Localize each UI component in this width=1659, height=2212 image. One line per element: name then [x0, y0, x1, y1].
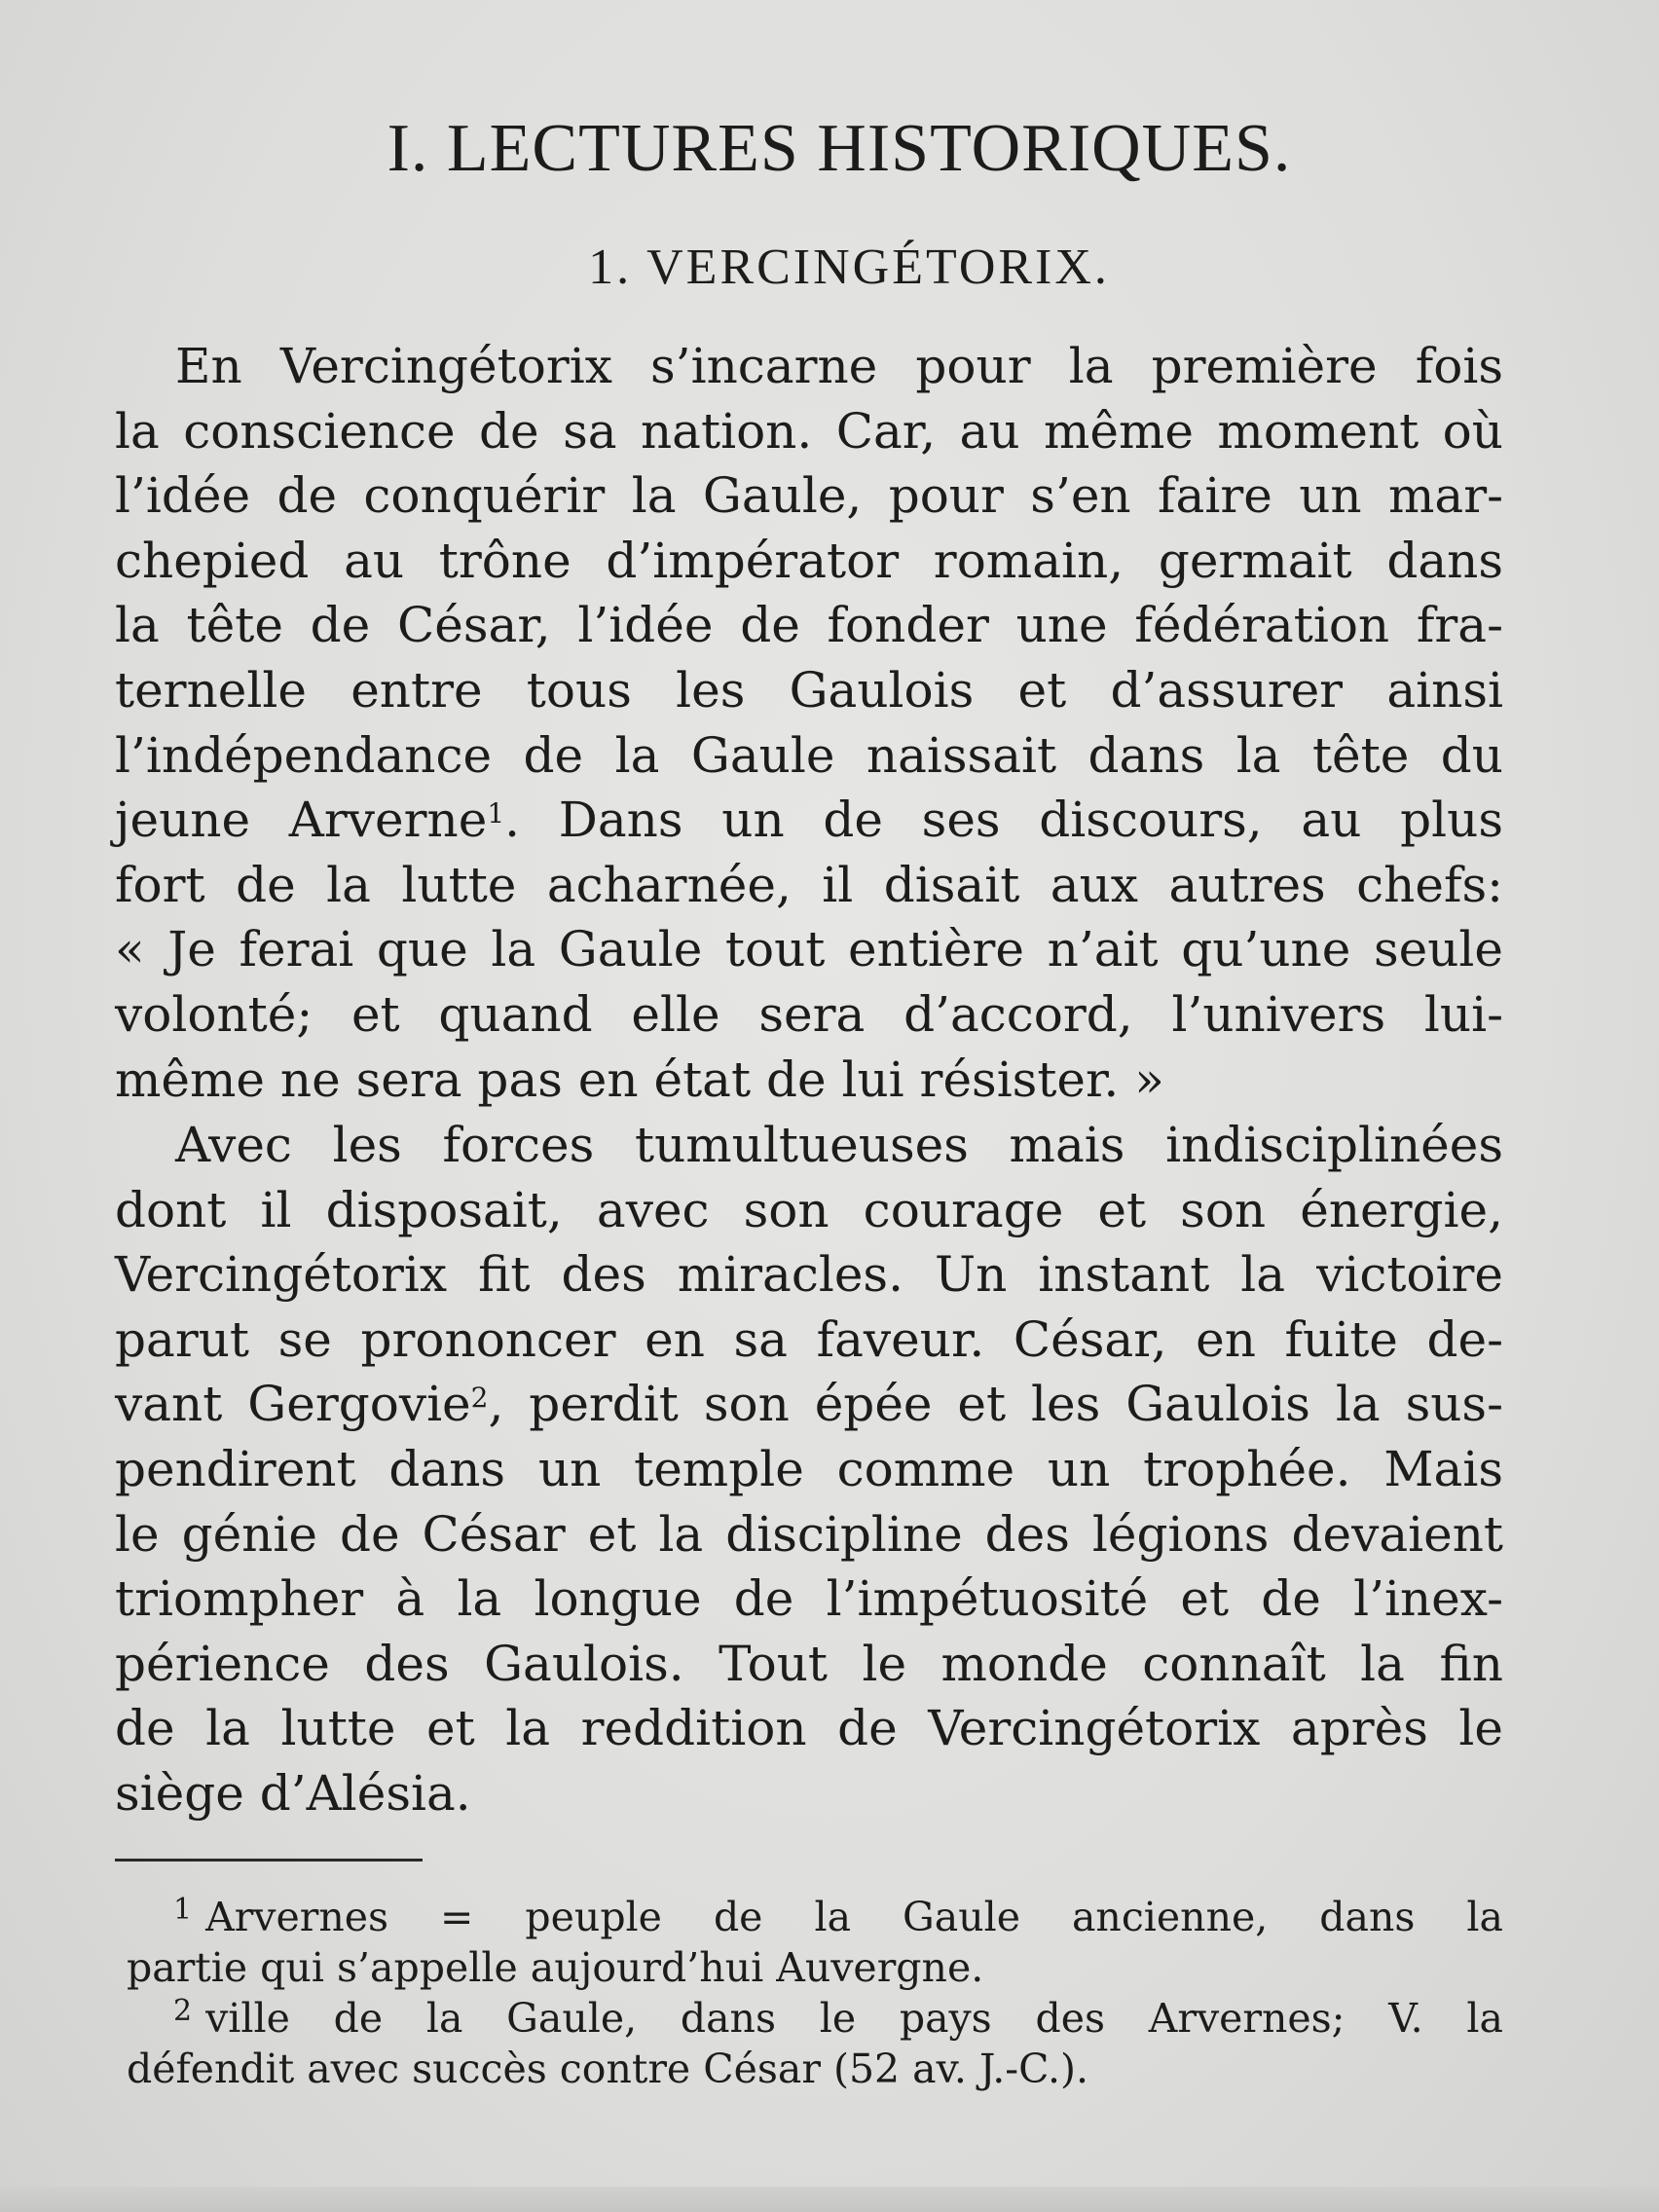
- footnote-text: Arvernes = peuple de la Gaule ancienne, dans la: [205, 1894, 1503, 1940]
- text-line: En Vercingétorix s’incarne pour la première fois: [175, 338, 1503, 394]
- footnote-divider: [115, 1859, 423, 1862]
- footnote-line: [127, 1993, 1503, 2044]
- text-line: périence des Gaulois. Tout le monde connaît la fin: [115, 1635, 1503, 1692]
- text-line: ternelle entre tous les Gaulois et d’assurer ainsi: [115, 661, 1503, 719]
- footnote-number: 1: [173, 1893, 193, 1927]
- text-line: dont il disposait, avec son courage et son énergie,: [115, 1181, 1503, 1238]
- text-fragment: vant Gergovie: [115, 1376, 471, 1433]
- text-line: Vercingétorix fit des miracles. Un instant la victoire: [115, 1246, 1503, 1304]
- text-fragment: jeune Arverne: [115, 792, 488, 849]
- chapter-title: 1. VERCINGÉTORIX.: [588, 240, 1110, 295]
- page-bottom-edge: [0, 2187, 1659, 2212]
- text-line: triompher à la longue de l’impétuosité et de l’inex-: [115, 1570, 1503, 1628]
- text-fragment: . Dans un de ses discours, au plus: [504, 792, 1503, 849]
- footnote-2: [127, 1993, 1503, 2094]
- text-line: siège d’Alésia.: [115, 1764, 471, 1822]
- text-line: Avec les forces tumultueuses mais indisciplinées: [175, 1117, 1503, 1173]
- text-line: chepied au trône d’impérator romain, germait dans: [115, 532, 1503, 589]
- paragraph-vercingetorix-intro: [115, 334, 1503, 1112]
- footnote-1: [127, 1892, 1503, 1993]
- text-line: l’indépendance de la Gaule naissait dans la tête du: [115, 726, 1503, 784]
- text-line: volonté; et quand elle sera d’accord, l’univers lui-: [115, 985, 1503, 1043]
- text-line: de la lutte et la reddition de Vercingétorix après le: [115, 1700, 1503, 1757]
- text-line: la conscience de sa nation. Car, au même moment où: [115, 402, 1503, 460]
- footnote-number: 2: [173, 1994, 193, 2028]
- text-line: la tête de César, l’idée de fonder une fédération fra-: [115, 597, 1503, 654]
- footnote-line: partie qui s’appelle aujourd’hui Auvergne.: [127, 1944, 984, 1991]
- section-title: I. LECTURES HISTORIQUES.: [387, 111, 1292, 186]
- text-line: le génie de César et la discipline des légions devaient: [115, 1505, 1503, 1563]
- footnote-line: [127, 1892, 1503, 1942]
- text-line: l’idée de conquérir la Gaule, pour s’en faire un mar-: [115, 467, 1503, 525]
- text-line: « Je ferai que la Gaule tout entière n’ait qu’une seule: [115, 921, 1503, 978]
- text-line: [115, 1372, 1503, 1437]
- text-line: même ne sera pas en état de lui résister. »: [115, 1051, 1164, 1108]
- text-line: fort de la lutte acharnée, il disait aux autres chefs:: [115, 856, 1503, 913]
- footnote-reference-1: 1: [487, 797, 505, 830]
- text-line: [115, 788, 1503, 853]
- footnote-text: ville de la Gaule, dans le pays des Arvernes; V. la: [205, 1995, 1503, 2042]
- paragraph-vercingetorix-war: [115, 1113, 1503, 1826]
- text-line: pendirent dans un temple comme un trophée. Mais: [115, 1440, 1503, 1497]
- text-line: parut se prononcer en sa faveur. César, en fuite de-: [115, 1310, 1503, 1368]
- footnote-line: défendit avec succès contre César (52 av. J.-C.).: [127, 2046, 1089, 2092]
- text-fragment: , perdit son épée et les Gaulois la sus-: [488, 1376, 1503, 1433]
- footnote-reference-2: 2: [470, 1382, 489, 1415]
